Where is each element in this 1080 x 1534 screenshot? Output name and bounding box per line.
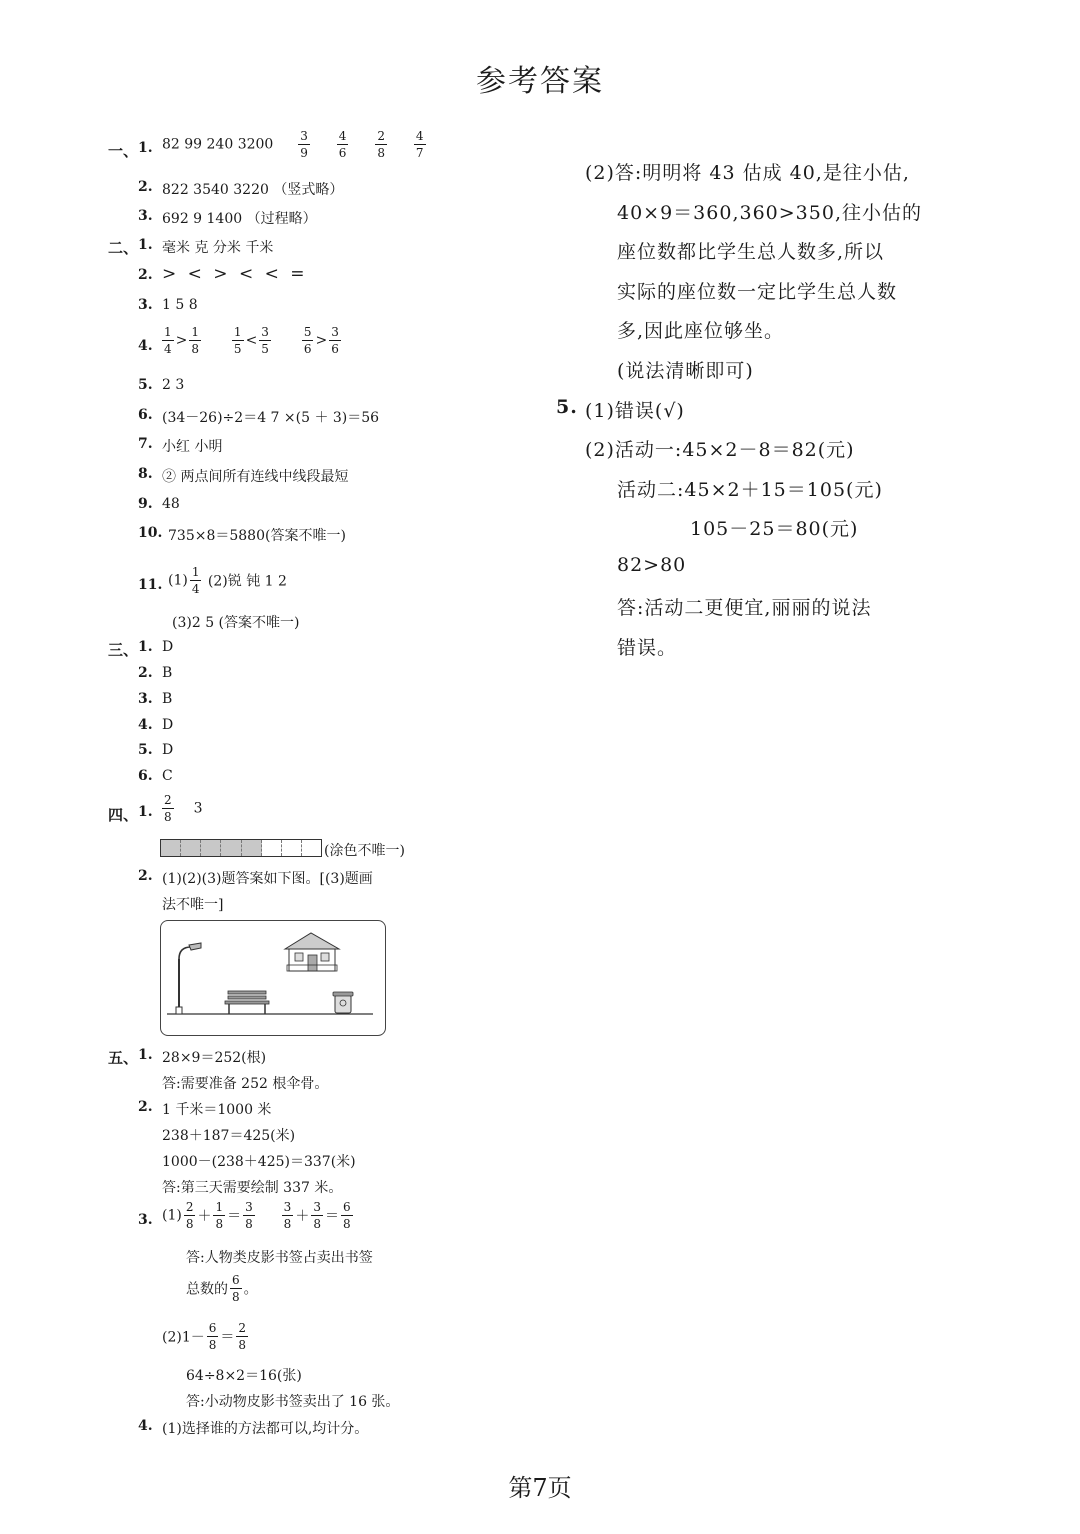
denominator: 9 — [300, 146, 308, 160]
street-lamp-icon — [176, 943, 201, 1014]
answer-text: 238＋187＝425(米) — [162, 1128, 296, 1144]
fraction — [232, 326, 244, 355]
fraction — [213, 1201, 225, 1230]
numerator: 3 — [331, 325, 339, 339]
compare-sign: > — [175, 332, 188, 349]
q-num: 1. — [138, 804, 153, 820]
denominator: 8 — [208, 1338, 217, 1352]
strip-cell — [201, 840, 221, 856]
denominator: 7 — [415, 146, 424, 160]
q-num: 5. — [138, 377, 153, 393]
strip-cell — [181, 840, 201, 856]
page-number: 第7页 — [508, 1474, 572, 1502]
fraction — [207, 1322, 219, 1351]
bench-icon — [225, 991, 269, 1014]
answer-text: (1) — [162, 1207, 182, 1224]
numerator: 2 — [185, 1200, 194, 1214]
numerator: 3 — [261, 325, 269, 339]
denominator: 8 — [283, 1217, 292, 1231]
fraction — [337, 130, 349, 159]
q-num: 3. — [138, 297, 153, 313]
answer-text: 答:第三天需要绘制 337 米。 — [162, 1180, 343, 1196]
fraction — [282, 1201, 294, 1230]
strip-cell — [282, 840, 302, 856]
numerator: 3 — [313, 1200, 321, 1214]
answer-text: 小红 小明 — [162, 439, 223, 455]
answer-text: 735×8＝5880(答案不唯一) — [168, 528, 346, 544]
numerator: 6 — [208, 1321, 217, 1335]
fraction — [236, 1322, 248, 1351]
q-num: 3. — [138, 208, 153, 224]
answer-text: 82>80 — [617, 554, 687, 576]
answer-text: 。 — [243, 1281, 258, 1298]
answer-line — [162, 130, 428, 159]
page-title: 参考答案 — [476, 64, 604, 99]
answer-text: ② 两点间所有连线中线段最短 — [162, 469, 349, 485]
fraction — [259, 326, 271, 355]
q-num: 4. — [138, 338, 153, 354]
answer-text: D — [162, 717, 174, 733]
section-label-5: 五、 — [108, 1049, 139, 1067]
answer-line — [160, 794, 203, 823]
q-num: 9. — [138, 496, 153, 512]
answer-text: 总数的 — [186, 1281, 228, 1298]
answer-text: B — [162, 691, 173, 707]
answer-text: (1)选择谁的方法都可以,均计分。 — [162, 1421, 369, 1437]
answer-note: (涂色不唯一) — [324, 843, 405, 859]
numerator: 2 — [377, 129, 385, 143]
q-num: 1. — [138, 140, 153, 156]
answer-text: 3 — [193, 800, 203, 817]
answer-text: 1 千米＝1000 米 — [162, 1102, 272, 1118]
answer-text: 28×9＝252(根) — [162, 1050, 267, 1066]
answer-text: 1000－(238＋425)＝337(米) — [162, 1154, 356, 1170]
strip-cell — [262, 840, 282, 856]
answer-illustration — [160, 920, 386, 1036]
answer-text: 法不唯一] — [162, 897, 224, 913]
fraction — [230, 1274, 242, 1303]
denominator: 8 — [238, 1338, 247, 1352]
strip-cell — [242, 840, 262, 856]
fraction — [243, 1201, 255, 1230]
house-icon — [285, 933, 339, 971]
answer-text: 692 9 1400 （过程略） — [162, 211, 317, 227]
q-num: 6. — [138, 768, 153, 784]
numerator: 2 — [164, 793, 172, 807]
denominator: 8 — [342, 1217, 351, 1231]
q-num: 2. — [138, 665, 153, 681]
denominator: 6 — [338, 146, 347, 160]
fraction — [302, 326, 314, 355]
denominator: 8 — [185, 1217, 194, 1231]
answer-text: C — [162, 768, 173, 784]
numerator: 6 — [232, 1273, 240, 1287]
denominator: 6 — [303, 342, 312, 356]
q-num: 1. — [138, 237, 153, 253]
answer-text: (3)2 5 (答案不唯一) — [172, 615, 300, 631]
numerator: 6 — [342, 1200, 351, 1214]
fraction — [162, 326, 174, 355]
q-num: 2. — [138, 1099, 153, 1115]
numerator: 1 — [191, 325, 200, 339]
fraction-strip — [160, 839, 322, 857]
numerator: 3 — [283, 1200, 292, 1214]
answer-text: 错误。 — [617, 637, 678, 659]
strip-cell — [161, 840, 181, 856]
denominator: 8 — [191, 342, 200, 356]
denominator: 8 — [215, 1217, 224, 1231]
answer-text: 实际的座位数一定比学生总人数 — [617, 281, 898, 303]
answer-text: 105－25＝80(元) — [690, 518, 859, 540]
numerator: 3 — [300, 129, 308, 143]
denominator: 6 — [331, 342, 339, 356]
section-label-2: 二、 — [108, 239, 139, 257]
trash-bin-icon — [333, 992, 353, 1013]
answer-text: 活动二:45×2＋15＝105(元) — [617, 479, 883, 501]
numerator: 4 — [338, 129, 347, 143]
answer-text: (1)错误(√) — [585, 400, 685, 422]
numerator: 4 — [415, 129, 424, 143]
q-num: 1. — [138, 639, 153, 655]
answer-text: (2)活动一:45×2－8＝82(元) — [585, 439, 855, 461]
denominator: 8 — [313, 1217, 321, 1231]
fraction — [329, 326, 341, 355]
answer-text: (2)1－ — [162, 1329, 205, 1346]
section-label-3: 三、 — [108, 641, 139, 659]
answer-text: (1) — [168, 572, 188, 589]
q-num: 6. — [138, 407, 153, 423]
fraction — [189, 326, 201, 355]
strip-cell — [221, 840, 241, 856]
answer-text: 822 3540 3220 （竖式略） — [162, 182, 344, 198]
denominator: 8 — [232, 1290, 240, 1304]
numerator: 1 — [164, 325, 172, 339]
answer-text: 答:活动二更便宜,丽丽的说法 — [617, 597, 872, 619]
q-num: 7. — [138, 436, 153, 452]
denominator: 4 — [191, 582, 200, 596]
q-num: 11. — [138, 577, 163, 593]
answer-text: D — [162, 639, 174, 655]
q-num: 5. — [138, 742, 153, 758]
answer-text: 毫米 克 分米 千米 — [162, 240, 274, 256]
denominator: 4 — [164, 342, 172, 356]
section-label-1: 一、 — [108, 142, 139, 160]
q-num: 3. — [138, 691, 153, 707]
answer-text: 2 3 — [162, 377, 185, 393]
answer-text: (说法清晰即可) — [617, 360, 754, 382]
denominator: 5 — [261, 342, 269, 356]
answer-text: (34－26)÷2＝4 7 ×(5 ＋ 3)＝56 — [162, 410, 380, 426]
q-num: 5. — [556, 396, 578, 418]
answer-text: 1 5 8 — [162, 297, 198, 313]
fraction — [341, 1201, 353, 1230]
answer-text: (2)答:明明将 43 估成 40,是往小估, — [585, 162, 910, 184]
q-num: 2. — [138, 868, 153, 884]
q-num: 1. — [138, 1047, 153, 1063]
compare-sign: < — [245, 332, 258, 349]
q-num: 4. — [138, 717, 153, 733]
fraction — [184, 1201, 196, 1230]
answer-text: 答:小动物皮影书签卖出了 16 张。 — [186, 1394, 400, 1410]
fraction — [190, 566, 202, 595]
compare-sign: > — [315, 332, 328, 349]
answer-text: 48 — [162, 496, 180, 512]
answer-text: D — [162, 742, 174, 758]
q-num: 10. — [138, 525, 163, 541]
answer-text: 64÷8×2＝16(张) — [186, 1368, 302, 1384]
q-num: 8. — [138, 466, 153, 482]
answer-line: (1) $\frac{2}{8}$ ＋ $\frac{1}{8}$ ＝ $\frac{3}{8}$ $\frac{3}{8}$ ＋ $\frac{3}{8}$ ＝ $\frac{6}{8}$ — [162, 1200, 351, 1231]
denominator: 8 — [377, 146, 385, 160]
answer-line — [160, 326, 343, 355]
numerator: 1 — [191, 565, 200, 579]
numerator: 3 — [245, 1200, 253, 1214]
numerator: 1 — [233, 325, 242, 339]
fraction — [162, 794, 174, 823]
q-num: 3. — [138, 1212, 153, 1228]
strip-cell — [302, 840, 321, 856]
q-num: 4. — [138, 1418, 153, 1434]
fraction — [375, 130, 387, 159]
answer-text: 82 99 240 3200 — [162, 136, 274, 153]
answer-text: 答:需要准备 252 根伞骨。 — [162, 1076, 329, 1092]
answer-text: 座位数都比学生总人数多,所以 — [617, 241, 885, 263]
section-label-4: 四、 — [108, 806, 139, 824]
numerator: 2 — [238, 1321, 247, 1335]
denominator: 8 — [245, 1217, 253, 1231]
denominator: 8 — [164, 810, 172, 824]
answer-text: (2)锐 钝 1 2 — [203, 573, 287, 590]
answer-line — [168, 566, 287, 595]
street-scene-illustration — [161, 921, 385, 1035]
answer-line: (2)1－ $\frac{6}{8}$ ＝ $\frac{2}{8}$ — [162, 1321, 247, 1352]
answer-text: > < > < < = — [162, 264, 305, 284]
fraction — [414, 130, 426, 159]
denominator: 5 — [233, 342, 242, 356]
fraction — [298, 130, 310, 159]
answer-text: (1)(2)(3)题答案如下图。[(3)题画 — [162, 871, 373, 887]
numerator: 1 — [215, 1200, 224, 1214]
fraction — [311, 1201, 323, 1230]
answer-text: B — [162, 665, 173, 681]
answer-line — [186, 1274, 258, 1303]
answer-text: 多,因此座位够坐。 — [617, 320, 785, 342]
answer-text: 40×9＝360,360>350,往小估的 — [617, 202, 922, 224]
q-num: 2. — [138, 267, 153, 283]
numerator: 5 — [303, 325, 312, 339]
q-num: 2. — [138, 179, 153, 195]
answer-text: 答:人物类皮影书签占卖出书签 — [186, 1250, 373, 1266]
